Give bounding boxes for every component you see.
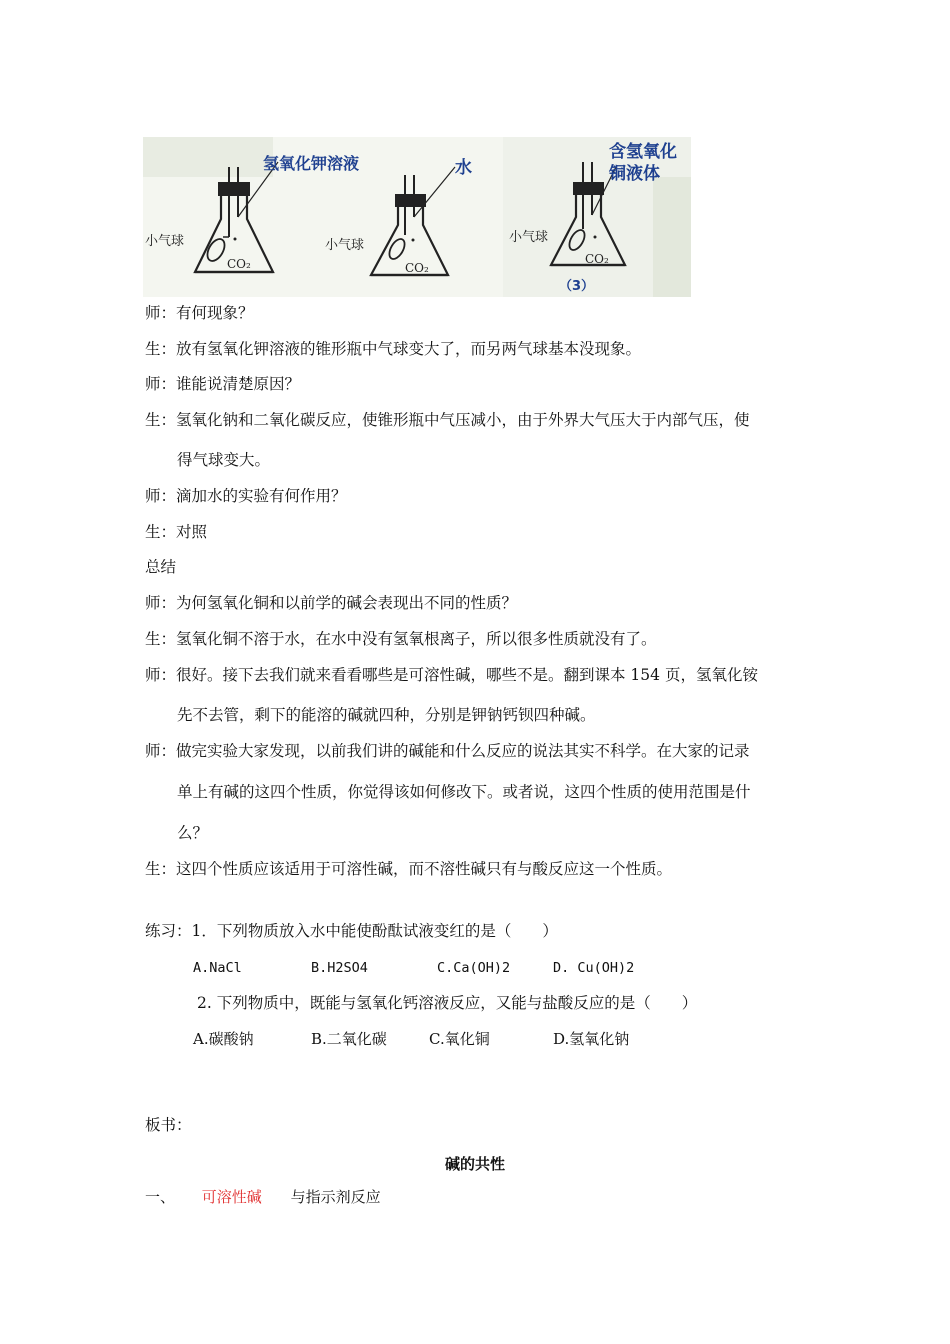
q1-option-c: C.Ca(OH)2 [437,960,511,976]
board-item-text: 与指示剂反应 [290,1188,381,1206]
dialogue-line: 师：有何现象？ [145,304,254,322]
q2-option-c: C.氧化铜 [429,1030,490,1048]
balloon-label-1: 小气球 [145,234,185,249]
gas-label-2: CO₂ [405,261,429,275]
dialogue-line: 师：很好。接下去我们就来看看哪些是可溶性碱，哪些不是。翻到课本 154 页，氢氧化铵 [145,666,758,684]
flask-2-label: 水 [455,158,472,178]
dialogue-line: 师：滴加水的实验有何作用？ [145,487,347,505]
exercise-question-2: 2. 下列物质中，既能与氢氧化钙溶液反应，又能与盐酸反应的是（ ） [197,994,698,1012]
dialogue-line: 生：对照 [145,523,208,541]
exercise-question-1: 练习：1．下列物质放入水中能使酚酞试液变红的是（ ） [145,922,558,940]
dialogue-line: 师：为何氢氧化铜和以前学的碱会表现出不同的性质？ [145,594,518,612]
flask-3-label-line1: 含氢氧化 [609,142,677,162]
dialogue-line-continued: 得气球变大。 [177,451,271,469]
experiment-figure [143,137,691,297]
dialogue-line: 师：做完实验大家发现，以前我们讲的碱能和什么反应的说法其实不科学。在大家的记录 [145,742,750,760]
gas-label-1: CO₂ [227,257,251,271]
flask-1-label: 氢氧化钾溶液 [263,154,360,173]
figure-number-3: （3） [559,279,595,294]
dialogue-line: 生：放有氢氧化钾溶液的锥形瓶中气球变大了，而另两气球基本没现象。 [145,340,642,358]
q2-option-b: B.二氧化碳 [311,1030,387,1048]
dialogue-line-continued: 单上有碱的这四个性质，你觉得该如何修改下。或者说，这四个性质的使用范围是什 [177,783,751,801]
dialogue-line: 师：谁能说清楚原因？ [145,375,301,393]
board-item-number: 一、 [145,1188,176,1206]
board-label: 板书： [145,1116,192,1134]
board-title: 碱的共性 [444,1155,505,1173]
flask-3-label-line2: 铜液体 [609,164,660,184]
q1-option-b: B.H2SO4 [311,960,368,976]
dialogue-line: 生：氢氧化铜不溶于水，在水中没有氢氧根离子，所以很多性质就没有了。 [145,630,657,648]
dialogue-line-continued: 么？ [177,824,209,842]
dialogue-line: 生：氢氧化钠和二氧化碳反应，使锥形瓶中气压减小，由于外界大气压大于内部气压，使 [145,411,750,429]
section-label-summary: 总结 [145,558,177,576]
q1-option-d: D. Cu(OH)2 [553,960,635,976]
board-item-1 [145,1187,381,1207]
dialogue-line-continued: 先不去管，剩下的能溶的碱就四种，分别是钾钠钙钡四种碱。 [177,706,596,724]
balloon-label-3: 小气球 [509,230,549,245]
board-item-highlight: 可溶性碱 [201,1188,262,1206]
q2-option-d: D.氢氧化钠 [553,1030,630,1048]
gas-label-3: CO₂ [585,252,609,266]
balloon-label-2: 小气球 [325,238,365,253]
q1-option-a: A.NaCl [193,960,242,976]
dialogue-line: 生：这四个性质应该适用于可溶性碱，而不溶性碱只有与酸反应这一个性质。 [145,860,673,878]
q2-option-a: A.碳酸钠 [193,1030,254,1048]
